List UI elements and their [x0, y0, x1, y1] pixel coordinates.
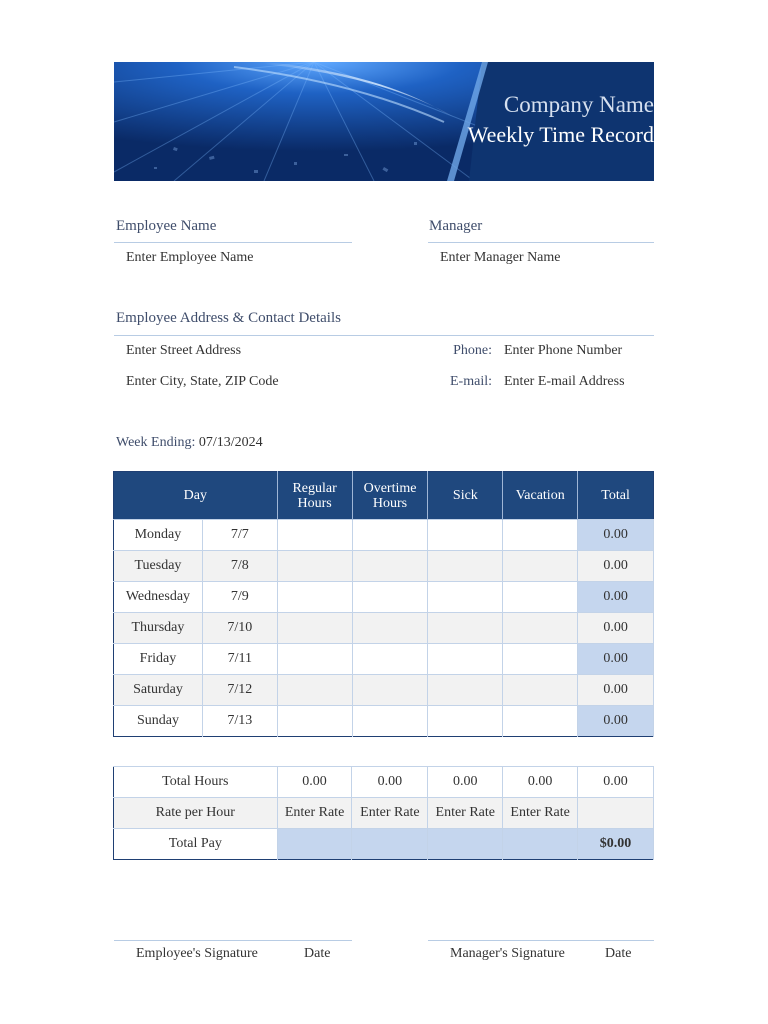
vacation-hours-cell[interactable] [503, 644, 578, 675]
day-cell: Sunday [114, 706, 203, 737]
date-cell: 7/9 [202, 582, 277, 613]
contact-section-label: Employee Address & Contact Details [116, 310, 341, 326]
regular-rate-field[interactable]: Enter Rate [277, 798, 352, 829]
date-cell: 7/7 [202, 520, 277, 551]
regular-hours-cell[interactable] [277, 520, 352, 551]
timesheet-table [113, 471, 654, 737]
document-title: Weekly Time Record [467, 122, 654, 147]
email-label: E-mail: [450, 374, 492, 389]
header-sick: Sick [428, 472, 503, 520]
day-cell: Tuesday [114, 551, 203, 582]
sick-rate-field[interactable]: Enter Rate [428, 798, 503, 829]
table-row [114, 675, 654, 706]
total-cell: 0.00 [578, 675, 654, 706]
table-row [114, 706, 654, 737]
regular-hours-cell[interactable] [277, 613, 352, 644]
employee-signature-line [114, 940, 352, 941]
vacation-hours-cell[interactable] [503, 582, 578, 613]
total-pay-label: Total Pay [114, 829, 278, 860]
overtime-rate-field[interactable]: Enter Rate [352, 798, 428, 829]
table-row [114, 644, 654, 675]
employee-signature-label: Employee's Signature [136, 946, 258, 961]
table-row [114, 520, 654, 551]
sick-pay-cell [428, 829, 503, 860]
sick-hours-cell[interactable] [428, 520, 503, 551]
timesheet-header-row [114, 472, 654, 520]
email-field[interactable]: Enter E-mail Address [504, 374, 625, 389]
date-cell: 7/13 [202, 706, 277, 737]
day-cell: Wednesday [114, 582, 203, 613]
regular-hours-cell[interactable] [277, 675, 352, 706]
total-hours-label: Total Hours [114, 767, 278, 798]
street-address-field[interactable]: Enter Street Address [126, 343, 242, 358]
total-cell: 0.00 [578, 520, 654, 551]
regular-hours-cell[interactable] [277, 551, 352, 582]
date-cell: 7/11 [202, 644, 277, 675]
table-row [114, 582, 654, 613]
overtime-pay-cell [352, 829, 428, 860]
vacation-hours-cell[interactable] [503, 520, 578, 551]
total-sick-hours: 0.00 [428, 767, 503, 798]
date-cell: 7/10 [202, 613, 277, 644]
total-cell: 0.00 [578, 706, 654, 737]
employee-name-field[interactable]: Enter Employee Name [126, 250, 254, 265]
header-total: Total [578, 472, 654, 520]
overtime-hours-cell[interactable] [352, 675, 428, 706]
sick-hours-cell[interactable] [428, 551, 503, 582]
date-cell: 7/8 [202, 551, 277, 582]
vacation-hours-cell[interactable] [503, 613, 578, 644]
total-cell: 0.00 [578, 551, 654, 582]
total-vacation-hours: 0.00 [503, 767, 578, 798]
rate-label: Rate per Hour [114, 798, 278, 829]
overtime-hours-cell[interactable] [352, 551, 428, 582]
overtime-hours-cell[interactable] [352, 613, 428, 644]
employee-date-label: Date [304, 946, 331, 961]
total-cell: 0.00 [578, 613, 654, 644]
total-hours-row [114, 767, 654, 798]
week-ending-label: Week Ending: [116, 435, 196, 450]
total-regular-hours: 0.00 [277, 767, 352, 798]
empty-cell [578, 798, 654, 829]
divider [428, 242, 654, 243]
overtime-hours-cell[interactable] [352, 644, 428, 675]
day-cell: Thursday [114, 613, 203, 644]
date-cell: 7/12 [202, 675, 277, 706]
total-overtime-hours: 0.00 [352, 767, 428, 798]
company-name: Company Name [503, 92, 654, 117]
regular-hours-cell[interactable] [277, 582, 352, 613]
city-state-zip-field[interactable]: Enter City, State, ZIP Code [126, 374, 279, 389]
table-row [114, 613, 654, 644]
manager-signature-label: Manager's Signature [450, 946, 565, 961]
summary-table [113, 766, 654, 860]
total-cell: 0.00 [578, 582, 654, 613]
header-regular-hours: Regular Hours [277, 472, 352, 520]
overtime-hours-cell[interactable] [352, 520, 428, 551]
table-row [114, 551, 654, 582]
sick-hours-cell[interactable] [428, 675, 503, 706]
vacation-hours-cell[interactable] [503, 551, 578, 582]
sick-hours-cell[interactable] [428, 582, 503, 613]
week-ending-value[interactable]: 07/13/2024 [198, 435, 263, 450]
phone-field[interactable]: Enter Phone Number [504, 343, 623, 358]
regular-hours-cell[interactable] [277, 644, 352, 675]
vacation-pay-cell [503, 829, 578, 860]
header-overtime-hours: Overtime Hours [352, 472, 428, 520]
header-day: Day [114, 472, 278, 520]
total-pay-row [114, 829, 654, 860]
total-cell: 0.00 [578, 644, 654, 675]
sick-hours-cell[interactable] [428, 613, 503, 644]
manager-date-label: Date [605, 946, 632, 961]
total-pay-value: $0.00 [578, 829, 654, 860]
header-banner [114, 62, 654, 181]
regular-pay-cell [277, 829, 352, 860]
overtime-hours-cell[interactable] [352, 706, 428, 737]
phone-label: Phone: [453, 343, 492, 358]
day-cell: Monday [114, 520, 203, 551]
manager-label: Manager [429, 218, 483, 234]
day-cell: Friday [114, 644, 203, 675]
employee-name-label: Employee Name [116, 218, 217, 234]
day-cell: Saturday [114, 675, 203, 706]
vacation-rate-field[interactable]: Enter Rate [503, 798, 578, 829]
vacation-hours-cell[interactable] [503, 675, 578, 706]
divider [114, 335, 654, 336]
divider [114, 242, 352, 243]
sick-hours-cell[interactable] [428, 644, 503, 675]
vacation-hours-cell[interactable] [503, 706, 578, 737]
grand-total-hours: 0.00 [578, 767, 654, 798]
sick-hours-cell[interactable] [428, 706, 503, 737]
rate-row [114, 798, 654, 829]
overtime-hours-cell[interactable] [352, 582, 428, 613]
header-vacation: Vacation [503, 472, 578, 520]
manager-signature-line [428, 940, 654, 941]
manager-name-field[interactable]: Enter Manager Name [440, 250, 561, 265]
week-ending [116, 435, 263, 451]
regular-hours-cell[interactable] [277, 706, 352, 737]
